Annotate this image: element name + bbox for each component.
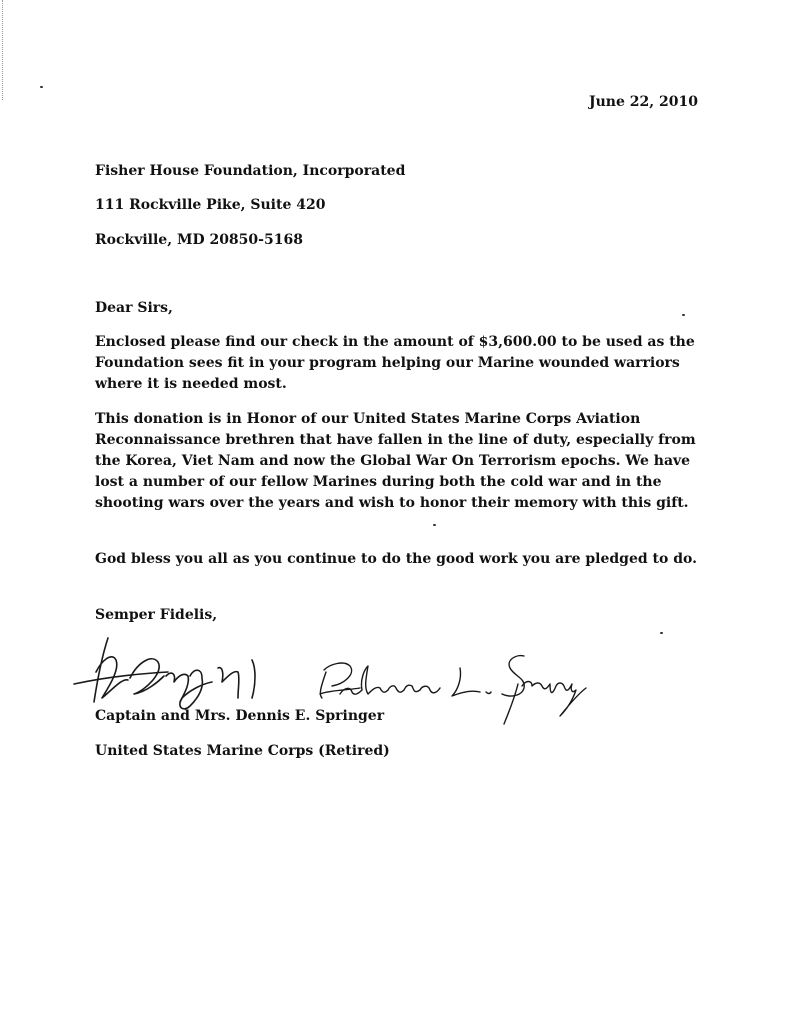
scan-speck: [660, 632, 663, 634]
scan-speck: [433, 524, 436, 526]
letter-date: June 22, 2010: [589, 94, 698, 110]
recipient-city-state-zip: Rockville, MD 20850-5168: [95, 232, 303, 248]
recipient-name: Fisher House Foundation, Incorporated: [95, 163, 406, 179]
signature-name: Captain and Mrs. Dennis E. Springer: [95, 708, 385, 724]
closing: Semper Fidelis,: [95, 607, 218, 623]
scan-speck: [682, 314, 685, 316]
salutation: Dear Sirs,: [95, 300, 173, 316]
scan-edge-artifact: [2, 0, 5, 100]
body-paragraph-blessing: God bless you all as you continue to do the good work you are pledged to do.: [95, 551, 697, 567]
scan-speck: [40, 86, 43, 88]
body-paragraph-honor: This donation is in Honor of our United States Marine Corps Aviation Reconnaissance brethren that have fallen in the line of duty, especially from the Korea, Viet Nam and now the Global War On Terrorism epochs. We have lost a number of our fellow Marines during both the cold war and in the shooting wars over the years and wish to honor their memory with this gift.: [95, 411, 696, 511]
body-paragraph-donation: Enclosed please find our check in the amount of $3,600.00 to be used as the Foundation sees fit in your program helping our Marine wounded warriors where it is needed most.: [95, 334, 695, 392]
signature-title: United States Marine Corps (Retired): [95, 743, 390, 759]
recipient-street: 111 Rockville Pike, Suite 420: [95, 197, 326, 213]
signature-dennis-springer: [72, 632, 272, 712]
